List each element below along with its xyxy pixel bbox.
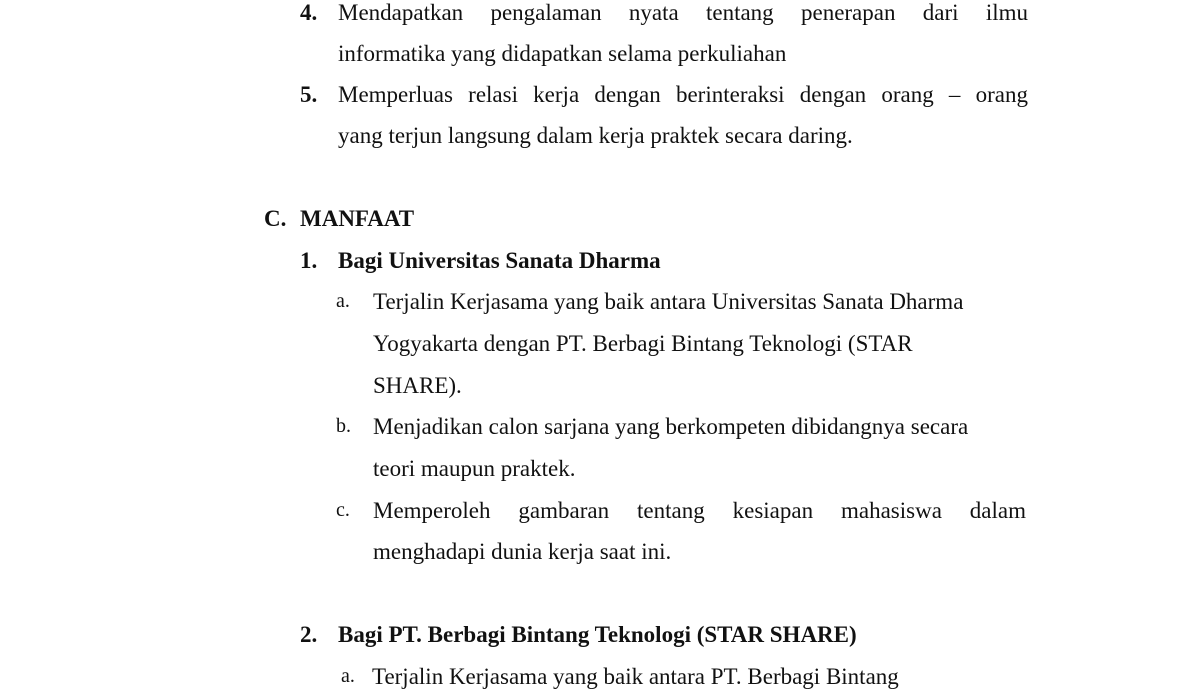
item-text-line: Memperoleh gambaran tentang kesiapan mahasiswa dalam [373,498,1026,523]
item-text-line: Terjalin Kerjasama yang baik antara PT. Berbagi Bintang [372,664,899,689]
item-text-line: SHARE). [373,373,462,398]
item-letter: b. [336,415,351,437]
item-letter: a. [341,665,355,687]
list-number: 4. [300,0,318,25]
list-item-text-line: Memperluas relasi kerja dengan berinteraksi dengan orang – orang [338,82,1028,107]
subsection-number: 2. [300,622,318,647]
section-letter: C. [264,206,287,231]
item-text-line: Terjalin Kerjasama yang baik antara Universitas Sanata Dharma [373,289,964,314]
list-item-text-line: Mendapatkan pengalaman nyata tentang penerapan dari ilmu [338,0,1028,25]
item-text-line: Menjadikan calon sarjana yang berkompeten dibidangnya secara [373,414,969,439]
section-title: MANFAAT [300,206,415,231]
item-text-line: teori maupun praktek. [373,456,576,481]
item-text-line: Yogyakarta dengan PT. Berbagi Bintang Teknologi (STAR [373,331,913,356]
subsection-title: Bagi Universitas Sanata Dharma [338,248,661,273]
list-item-text-line: informatika yang didapatkan selama perkuliahan [338,41,787,66]
item-text-line: menghadapi dunia kerja saat ini. [373,539,672,564]
item-letter: c. [336,499,350,521]
subsection-title: Bagi PT. Berbagi Bintang Teknologi (STAR SHARE) [338,622,857,647]
list-number: 5. [300,82,318,107]
subsection-number: 1. [300,248,318,273]
item-letter: a. [336,290,350,312]
list-item-text-line: yang terjun langsung dalam kerja praktek secara daring. [338,123,853,148]
